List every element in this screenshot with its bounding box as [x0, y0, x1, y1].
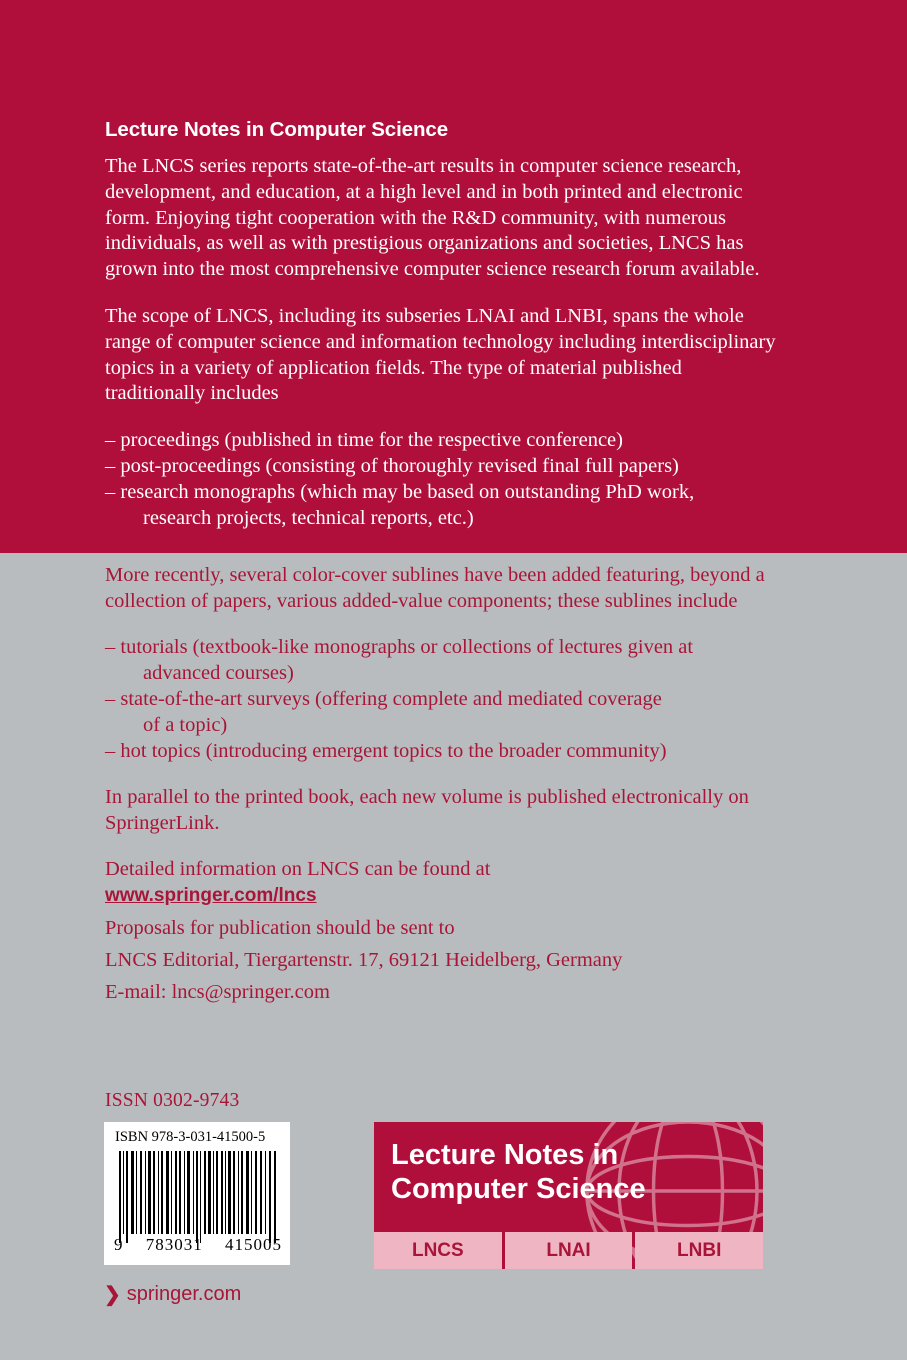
lncs-scope-paragraph: The scope of LNCS, including its subseries LNAI and LNBI, spans the whole range of computer science and information technology including interdisciplinary topics in a variety of application fields. The type of material published traditionally includes [105, 304, 776, 405]
list-item [105, 738, 795, 764]
barcode-bars [119, 1151, 277, 1234]
list-item [105, 634, 795, 686]
list-item-text: – research monographs (which may be based on outstanding PhD work, [105, 480, 695, 503]
barcode-digit-group-mid: 783031 [145, 1235, 203, 1254]
red-panel-content [105, 118, 777, 531]
barcode-digit-group-left: 9 [114, 1235, 124, 1254]
series-title: Lecture Notes in Computer Science [105, 118, 449, 141]
tab-lncs: LNCS [374, 1232, 502, 1269]
springerlink-paragraph: In parallel to the printed book, each new volume is published electronically on SpringerLink. [105, 786, 749, 834]
lncs-logo-line2: Computer Science [391, 1173, 646, 1205]
material-types-list [105, 428, 777, 531]
list-item-text: – proceedings (published in time for the respective conference) [105, 429, 623, 452]
lncs-logo-line1: Lecture Notes in [391, 1139, 619, 1171]
chevron-right-icon: ❯ [104, 1283, 121, 1306]
isbn-text: ISBN 978-3-031-41500-5 [115, 1129, 266, 1145]
detailed-info-text: Detailed information on LNCS can be found at [105, 858, 491, 880]
list-item [105, 480, 777, 532]
tab-lnai: LNAI [505, 1232, 633, 1269]
editorial-address: LNCS Editorial, Tiergartenstr. 17, 69121 Heidelberg, Germany [105, 949, 623, 971]
list-item [105, 686, 795, 738]
list-item [105, 454, 777, 480]
list-item-text: – tutorials (textbook-like monographs or collections of lectures given at [105, 636, 694, 658]
list-item-text: – state-of-the-art surveys (offering complete and mediated coverage [105, 688, 662, 710]
barcode-digits [114, 1235, 282, 1255]
list-item-continuation: of a topic) [143, 714, 228, 736]
list-item [105, 428, 777, 454]
proposals-paragraph: Proposals for publication should be sent to [105, 917, 455, 939]
springer-logo-label: springer.com [126, 1283, 242, 1305]
sublines-list [105, 634, 795, 764]
detailed-info-paragraph [105, 856, 795, 909]
tab-lnbi: LNBI [635, 1232, 763, 1269]
issn-text: ISSN 0302-9743 [105, 1090, 240, 1111]
barcode [104, 1122, 290, 1265]
lncs-logo [374, 1122, 763, 1269]
list-item-text: – post-proceedings (consisting of thoroughly revised final full papers) [105, 454, 679, 477]
lncs-subseries-tabs [374, 1232, 763, 1269]
red-panel [0, 0, 907, 553]
list-item-text: – hot topics (introducing emergent topics to the broader community) [105, 740, 667, 762]
lncs-description-paragraph: The LNCS series reports state-of-the-art results in computer science research, development, and education, at a high level and in both printed and electronic form. Enjoying tight cooperation with the R&D community, with numerous individuals, as well as with prestigious organizations and societies, LNCS has grown into the most comprehensive computer science research forum available. [105, 155, 760, 281]
list-item-continuation: advanced courses) [143, 662, 294, 684]
springer-logo[interactable] [104, 1283, 241, 1306]
list-item-continuation: research projects, technical reports, etc.) [143, 506, 474, 529]
springer-lncs-link[interactable]: www.springer.com/lncs [105, 885, 317, 906]
barcode-digit-group-right: 415005 [225, 1235, 282, 1254]
grey-panel-content [105, 562, 795, 1025]
sublines-paragraph: More recently, several color-cover sublines have been added featuring, beyond a collection of papers, various added-value components; these sublines include [105, 564, 765, 612]
lncs-logo-title [391, 1138, 646, 1206]
editorial-email: E-mail: lncs@springer.com [105, 981, 330, 1003]
